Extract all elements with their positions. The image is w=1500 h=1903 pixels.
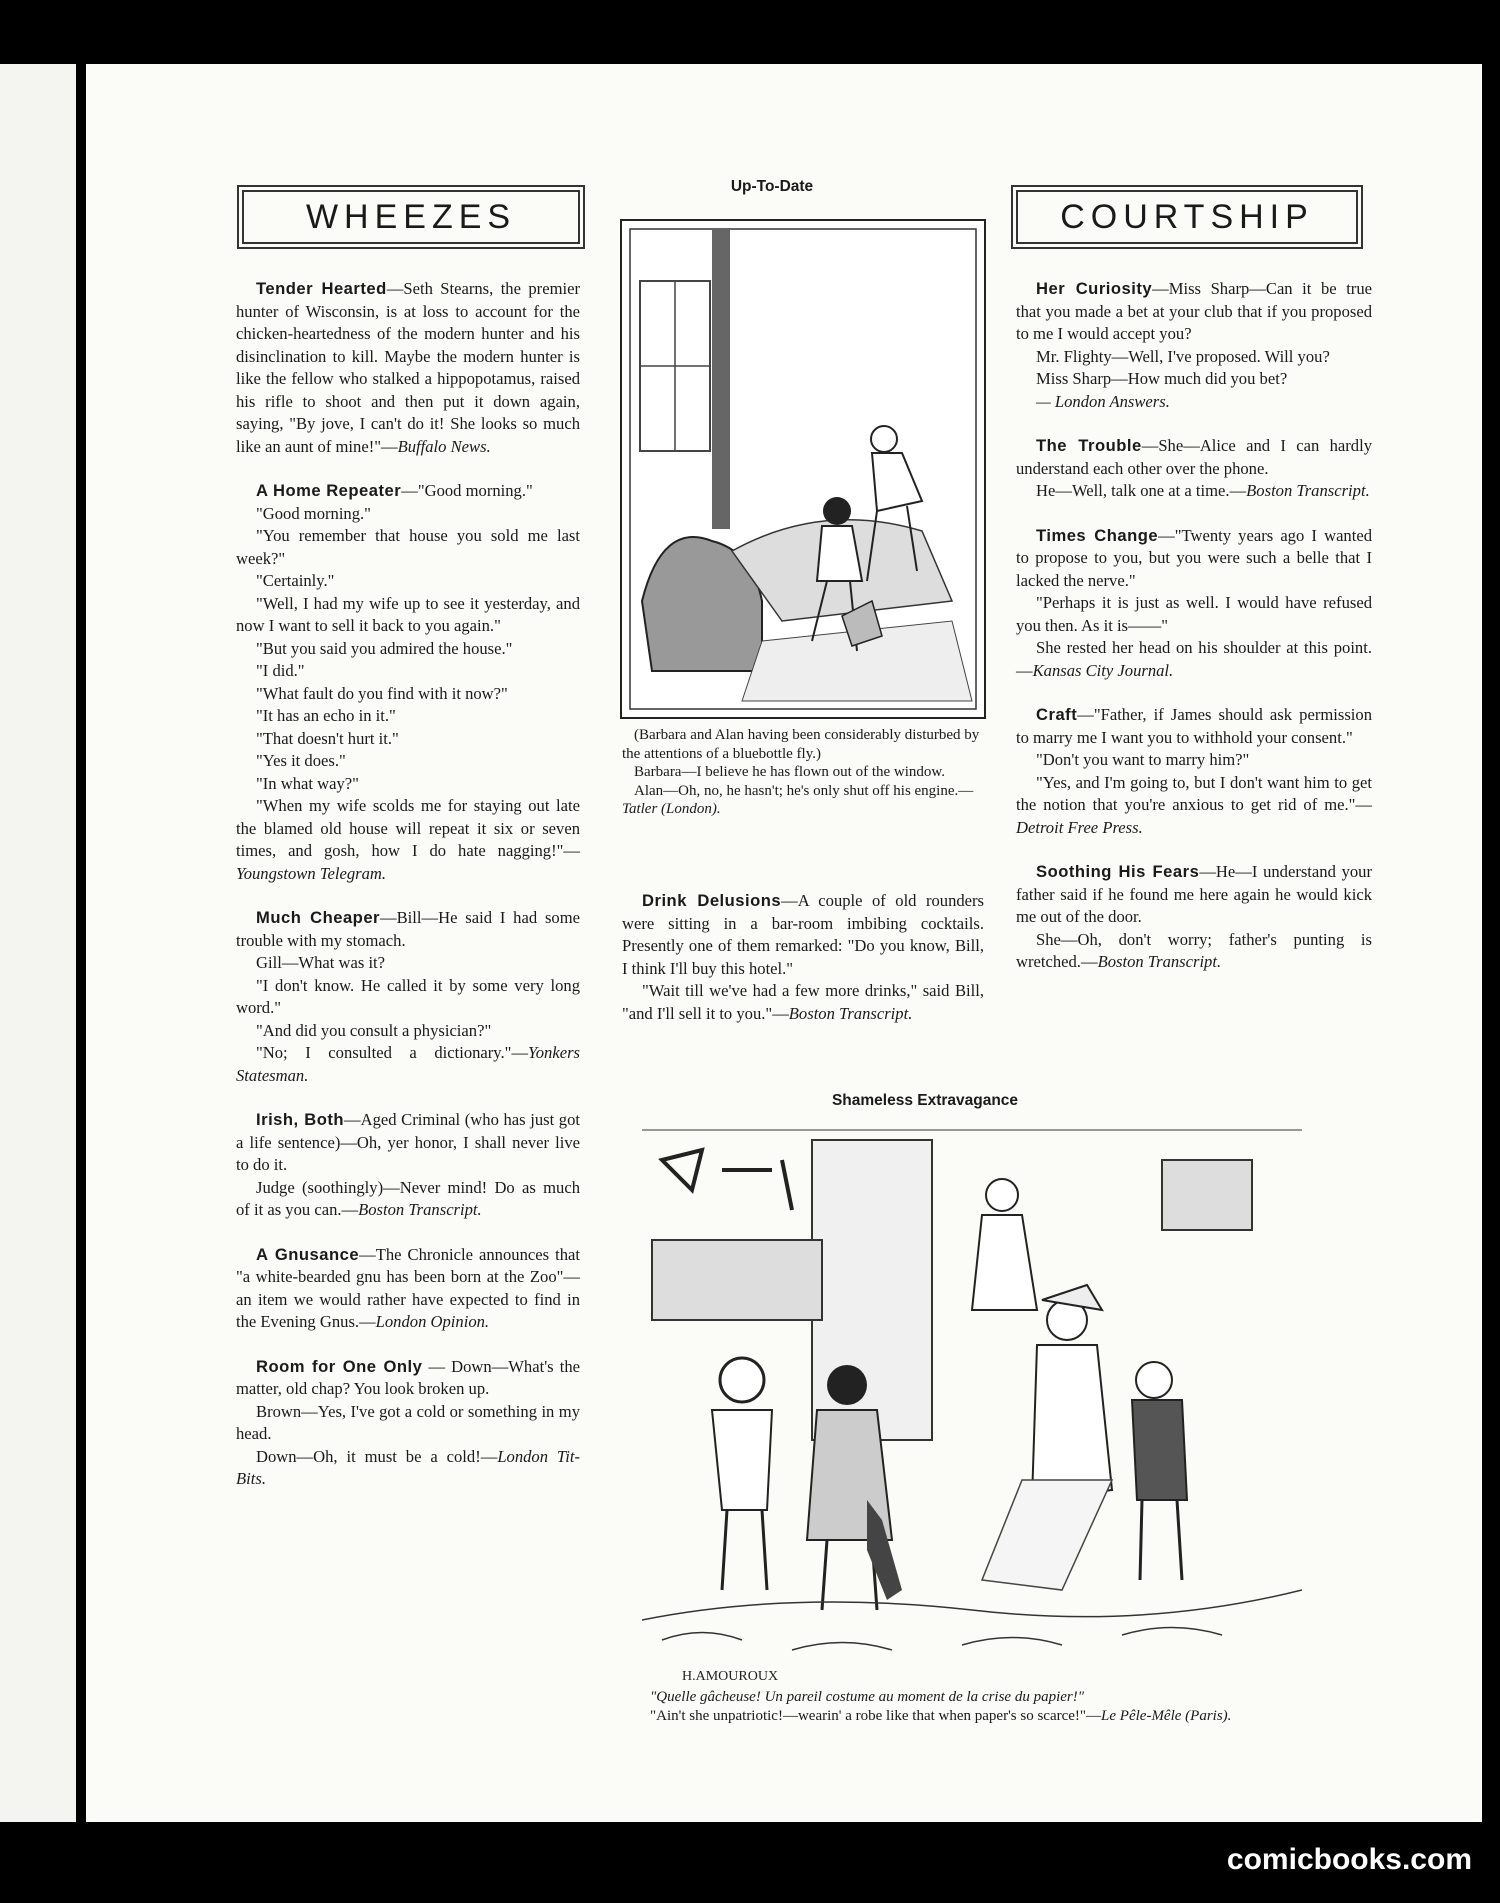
joke-text: "Wait till we've had a few more drinks," said Bill, "and I'll sell it to you."— <box>622 981 984 1023</box>
courtship-heading: COURTSHIP <box>1016 190 1358 244</box>
joke-title: Room for One Only <box>256 1356 423 1376</box>
joke-title: Drink Delusions <box>642 891 782 910</box>
joke-title: A Home Repeater <box>256 481 402 500</box>
joke-title: The Trouble <box>1036 436 1142 455</box>
joke-title: A Gnusance <box>256 1244 360 1264</box>
joke-text: —A couple of old rounders were sitting in a bar-room imbibing cocktails. Presently one of them remarked: "Do you know, Bill, I think I'll buy this hotel." <box>622 891 985 978</box>
caption-text: "Quelle gâcheuse! Un pareil costume au moment de la crise du papier!" <box>650 1689 1085 1705</box>
joke-line: "Yes it does." <box>256 751 346 770</box>
wheezes-heading: WHEEZES <box>242 190 580 244</box>
joke-line: —Miss Sharp—Can it be true that you made a bet at your club that if you proposed to me I would accept you? <box>1016 279 1372 343</box>
joke-home-repeater <box>236 480 580 503</box>
joke-line: "Don't you want to marry him?" <box>1036 750 1250 769</box>
up-to-date-illustration <box>620 219 986 719</box>
joke-line: —"Twenty years ago I wanted to propose to you, but you were such a belle that I lacked the nerve." <box>1016 525 1373 590</box>
joke-the-trouble <box>1016 435 1372 480</box>
joke-source: Boston Transcript. <box>358 1200 482 1219</box>
site-watermark: comicbooks.com <box>1226 1843 1472 1876</box>
joke-line: —Bill—He said I had some trouble with my stomach. <box>236 908 580 950</box>
joke-title: Tender Hearted <box>256 279 387 298</box>
joke-line: —"Good morning." <box>401 481 533 500</box>
joke-much-cheaper <box>236 907 580 952</box>
joke-source-line <box>1016 391 1372 414</box>
joke-line: Brown—Yes, I've got a cold or something in my head. <box>236 1401 580 1443</box>
joke-source: Youngstown Telegram. <box>236 863 386 883</box>
joke-irish-both <box>236 1109 580 1177</box>
joke-line: "And did you consult a physician?" <box>256 1020 492 1040</box>
joke-source: Yonkers Statesman. <box>236 1043 580 1085</box>
wheezes-column <box>236 278 580 1491</box>
joke-text: "Yes, and I'm going to, but I don't want him to get the notion that you're anxious to get rid of me."— <box>1016 772 1372 814</box>
facing-page-edge <box>0 64 76 1822</box>
joke-tender-hearted <box>236 278 580 458</box>
joke-line: "But you said you admired the house." <box>256 638 513 658</box>
joke-line: "What fault do you find with it now?" <box>256 683 508 703</box>
bedroom-scene-drawing <box>622 221 984 717</box>
joke-line: "I don't know. He called it by some very long word." <box>236 975 580 1017</box>
courtship-column <box>1016 278 1372 974</box>
joke-line <box>1016 929 1372 974</box>
joke-line <box>1016 772 1372 840</box>
joke-title: Much Cheaper <box>256 908 381 927</box>
joke-source: Detroit Free Press. <box>1016 817 1143 837</box>
joke-text: She—Oh, don't worry; father's punting is wretched.— <box>1016 929 1372 971</box>
drink-delusions-joke <box>622 890 984 1025</box>
caption-line: Barbara—I believe he has flown out of the window. <box>634 764 946 780</box>
joke-line: "Well, I had my wife up to see it yesterday, and now I want to sell it back to you again." <box>236 593 580 635</box>
joke-text: Judge (soothingly)—Never mind! Do as much of it as you can.— <box>236 1177 580 1219</box>
caption-source: Tatler (London). <box>622 801 721 817</box>
joke-line <box>236 1177 580 1222</box>
caption-line <box>622 782 984 819</box>
joke-source: Boston Transcript. <box>1246 481 1370 500</box>
joke-times-change <box>1016 525 1372 593</box>
artist-signature: H.AMOUROUX <box>682 1669 779 1680</box>
joke-line: "Good morning." <box>256 503 371 523</box>
joke-gnusance <box>236 1244 580 1334</box>
caption-source: Le Pêle-Mêle (Paris). <box>1101 1707 1232 1724</box>
joke-line: "I did." <box>256 661 305 680</box>
joke-source: London Opinion. <box>375 1312 490 1331</box>
joke-body: —The Chronicle announces that "a white-bearded gnu has been born at the Zoo"—an item we would rather have expected to find in the Evening Gnus.— <box>236 1244 580 1331</box>
joke-body: —Seth Stearns, the premier hunter of Wisconsin, is at loss to account for the chicken-heartedness of the modern hunter and his disinclination to kill. Maybe the modern hunter is like the fellow who stalked a hippopotamus, raised his rifle to shoot and then put it down again, saying, "By jove, I can't do it! She looks so much like an aunt of mine!"— <box>236 279 580 456</box>
joke-line <box>622 890 984 980</box>
joke-source: London Tit-Bits. <box>236 1446 580 1488</box>
joke-source: Boston Transcript. <box>788 1003 913 1023</box>
joke-line: "That doesn't hurt it." <box>256 728 399 748</box>
shameless-extravagance-illustration <box>642 1120 1302 1680</box>
joke-line: "Certainly." <box>256 571 335 590</box>
joke-text: "No; I consulted a dictionary."— <box>256 1043 529 1062</box>
joke-line: Gill—What was it? <box>256 953 386 972</box>
joke-source: Boston Transcript. <box>1097 952 1222 971</box>
joke-line: "In what way?" <box>256 773 359 793</box>
joke-line: —He—I understand your father said if he found me here again he would kick me out of the door. <box>1016 862 1372 926</box>
joke-title: Her Curiosity <box>1036 279 1153 298</box>
up-to-date-title: Up-To-Date <box>730 178 814 195</box>
joke-line: —Aged Criminal (who has just got a life sentence)—Oh, yer honor, I shall never live to do it. <box>236 1110 580 1174</box>
magazine-page <box>86 64 1482 1822</box>
joke-line: Miss Sharp—How much did you bet? <box>1036 369 1288 388</box>
joke-source: — London Answers. <box>1036 391 1170 411</box>
joke-line: —"Father, if James should ask permission to marry me I want you to withhold your consent." <box>1016 705 1372 747</box>
joke-title: Times Change <box>1036 525 1159 545</box>
joke-line: —She—Alice and I can hardly understand each other over the phone. <box>1016 436 1372 478</box>
caption-intro: (Barbara and Alan having been considerably disturbed by the attentions of a bluebottle fly.) <box>622 727 980 762</box>
joke-line <box>236 1042 580 1087</box>
joke-text: She rested her head on his shoulder at this point.— <box>1016 638 1372 680</box>
joke-title: Irish, Both <box>256 1110 345 1129</box>
shameless-extravagance-caption <box>644 1688 1304 1725</box>
joke-text: "When my wife scolds me for staying out late the blamed old house will repeat it six or seven times, and gosh, how I do hate nagging!"— <box>236 796 580 860</box>
caption-text: "Ain't she unpatriotic!—wearin' a robe like that when paper's so scarce!"— <box>650 1707 1102 1724</box>
street-scene-drawing <box>642 1120 1302 1680</box>
joke-line <box>1016 637 1372 682</box>
joke-line <box>236 795 580 885</box>
joke-room-for-one <box>236 1356 580 1401</box>
joke-text: He—Well, talk one at a time.— <box>1036 481 1247 500</box>
joke-line: — Down—What's the matter, old chap? You look broken up. <box>236 1356 580 1398</box>
up-to-date-caption <box>622 726 984 819</box>
joke-craft <box>1016 704 1372 749</box>
joke-line <box>622 980 984 1025</box>
caption-english <box>644 1707 1304 1726</box>
joke-line <box>236 1446 580 1491</box>
shameless-extravagance-title: Shameless Extravagance <box>831 1092 1019 1109</box>
joke-line: Mr. Flighty—Well, I've proposed. Will you? <box>1036 346 1330 366</box>
joke-her-curiosity <box>1016 278 1372 346</box>
joke-line: "Perhaps it is just as well. I would have refused you then. As it is——" <box>1016 593 1372 635</box>
joke-source: Kansas City Journal. <box>1032 660 1174 680</box>
joke-title: Craft <box>1036 705 1078 724</box>
joke-line: "You remember that house you sold me last week?" <box>236 526 580 568</box>
page-gutter <box>76 64 86 1822</box>
joke-line <box>1016 480 1372 503</box>
caption-french <box>644 1688 1304 1707</box>
joke-source: Buffalo News. <box>397 436 491 456</box>
caption-text: Alan—Oh, no, he hasn't; he's only shut off his engine.— <box>634 782 974 799</box>
joke-soothing-his-fears <box>1016 861 1372 929</box>
joke-title: Soothing His Fears <box>1036 862 1200 881</box>
joke-line: "It has an echo in it." <box>256 706 396 725</box>
joke-text: Down—Oh, it must be a cold!— <box>256 1446 498 1466</box>
